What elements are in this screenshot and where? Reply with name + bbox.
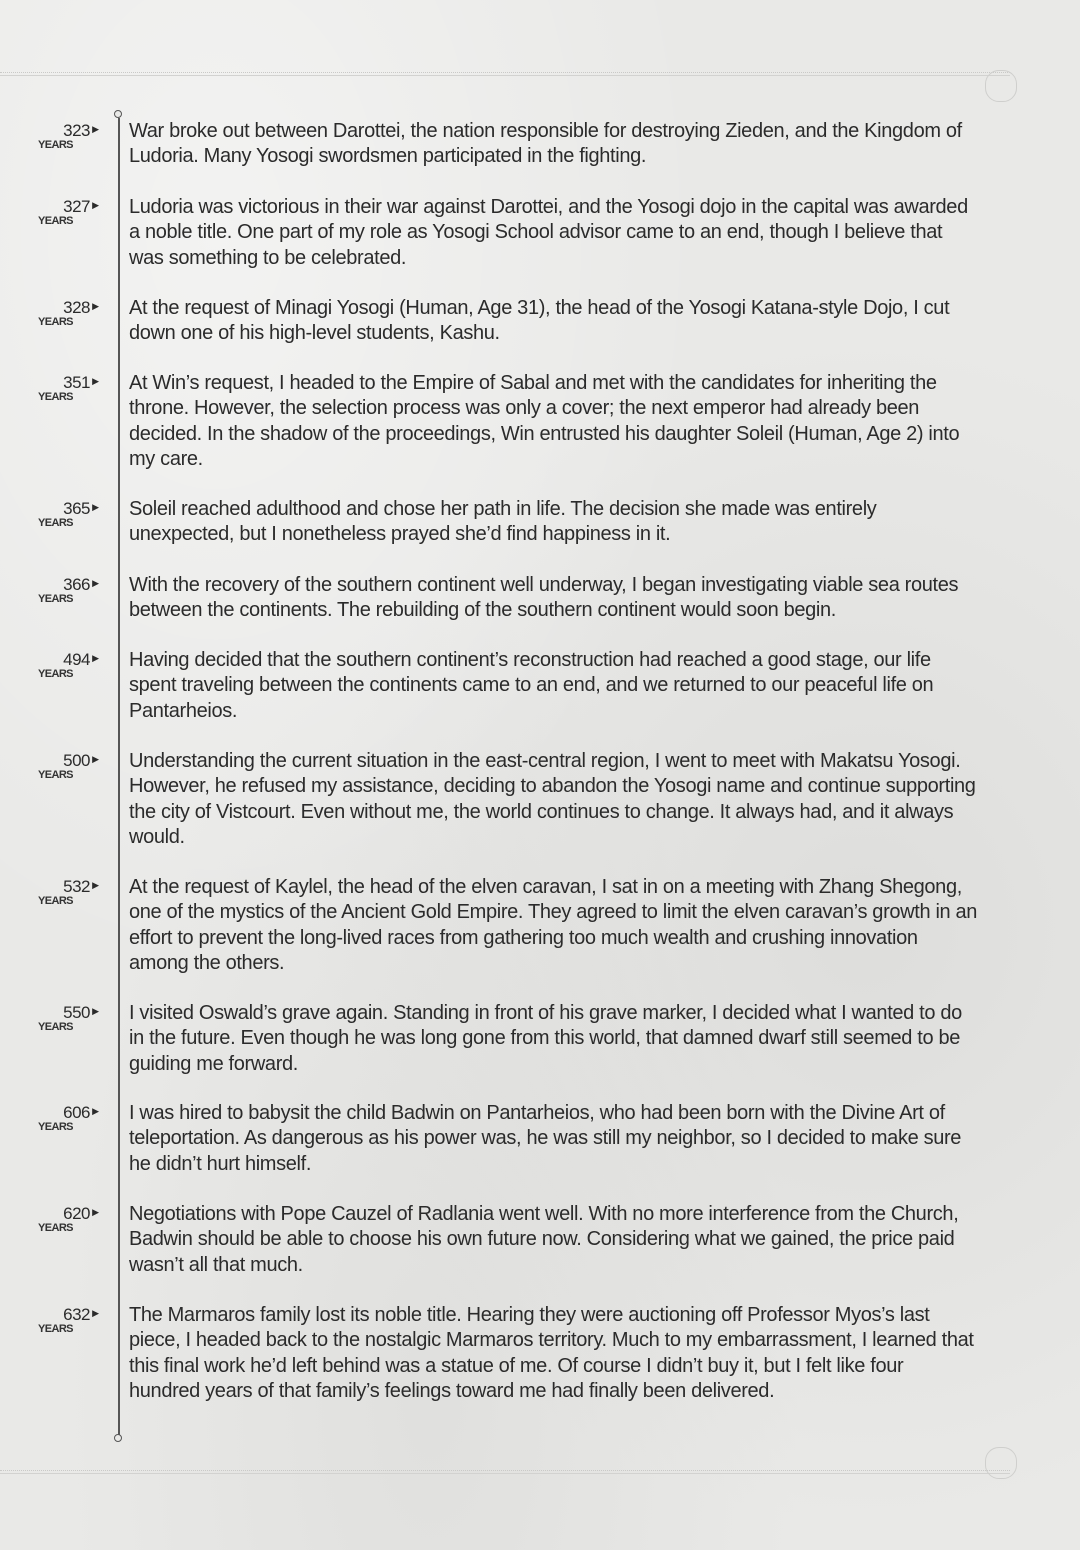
- year-number: 323: [63, 121, 90, 140]
- decorative-corner-top: [985, 70, 1017, 102]
- year-marker: [38, 298, 108, 338]
- arrow-right-icon: ▶: [92, 301, 99, 311]
- entry-text: The Marmaros family lost its noble title. Hearing they were auctioning off Professor Myos’s last piece, I headed back to the nostalgic Marmaros territory. Much to my embarrassment, I learned that this final work he’d left behind was a statue of me. Of course I didn’t buy it, but I felt like four hundred years of that family’s feelings toward me had finally been delivered.: [129, 1304, 974, 1402]
- arrow-right-icon: ▶: [92, 1207, 99, 1217]
- year-marker: [38, 1003, 108, 1043]
- entry-text: War broke out between Darottei, the nation responsible for destroying Zieden, and the Kingdom of Ludoria. Many Yosogi swordsmen participated in the fighting.: [129, 120, 962, 168]
- year-number: 632: [63, 1305, 90, 1324]
- timeline-end-node: [114, 1434, 122, 1442]
- entry-text: Soleil reached adulthood and chose her path in life. The decision she made was entirely unexpected, but I nonetheless prayed she’d find happiness in it.: [129, 498, 877, 546]
- year-number: 365: [63, 499, 90, 518]
- year-number: 606: [63, 1103, 90, 1122]
- year-unit-label: YEARS: [38, 215, 73, 227]
- year-marker: [38, 197, 108, 237]
- year-unit-label: YEARS: [38, 895, 73, 907]
- year-number: 500: [63, 751, 90, 770]
- year-marker: [38, 499, 108, 539]
- entry-text: Negotiations with Pope Cauzel of Radlania went well. With no more interference from the Church, Badwin should be able to choose his own future now. Considering what we gained, the price paid wasn’t all that much.: [129, 1203, 959, 1276]
- entry-text: Having decided that the southern continent’s reconstruction had reached a good stage, our life spent traveling between the continents came to an end, and we returned to our peaceful life on Pantarheios.: [129, 649, 934, 722]
- year-marker: [38, 1204, 108, 1244]
- year-number: 327: [63, 197, 90, 216]
- timeline-line: [118, 118, 120, 1438]
- year-unit-label: YEARS: [38, 668, 73, 680]
- year-number: 351: [63, 373, 90, 392]
- year-marker: [38, 373, 108, 413]
- arrow-right-icon: ▶: [92, 1106, 99, 1116]
- entry-text: Ludoria was victorious in their war against Darottei, and the Yosogi dojo in the capital was awarded a noble title. One part of my role as Yosogi School advisor came to an end, though I believe that was something to be celebrated.: [129, 196, 968, 269]
- year-number: 532: [63, 877, 90, 896]
- decorative-border-bottom: [0, 1470, 1010, 1474]
- entry-text: At Win’s request, I headed to the Empire of Sabal and met with the candidates for inheriting the throne. However, the selection process was only a cover; the next emperor had already been decided. In the shadow of the proceedings, Win entrusted his daughter Soleil (Human, Age 2) into my care.: [129, 372, 960, 470]
- year-number: 366: [63, 575, 90, 594]
- year-unit-label: YEARS: [38, 1021, 73, 1033]
- year-marker: [38, 650, 108, 690]
- arrow-right-icon: ▶: [92, 124, 99, 134]
- arrow-right-icon: ▶: [92, 502, 99, 512]
- arrow-right-icon: ▶: [92, 653, 99, 663]
- year-unit-label: YEARS: [38, 391, 73, 403]
- year-number: 550: [63, 1003, 90, 1022]
- year-number: 620: [63, 1204, 90, 1223]
- year-unit-label: YEARS: [38, 769, 73, 781]
- arrow-right-icon: ▶: [92, 880, 99, 890]
- year-number: 494: [63, 650, 90, 669]
- year-marker: [38, 575, 108, 615]
- year-marker: [38, 1103, 108, 1143]
- arrow-right-icon: ▶: [92, 578, 99, 588]
- year-unit-label: YEARS: [38, 1222, 73, 1234]
- year-unit-label: YEARS: [38, 517, 73, 529]
- arrow-right-icon: ▶: [92, 754, 99, 764]
- year-number: 328: [63, 298, 90, 317]
- entry-text: I was hired to babysit the child Badwin on Pantarheios, who had been born with the Divine Art of teleportation. As dangerous as his power was, he was still my neighbor, so I decided to make sure he didn’t hurt himself.: [129, 1102, 962, 1175]
- entry-text: With the recovery of the southern continent well underway, I began investigating viable sea routes between the continents. The rebuilding of the southern continent would soon begin.: [129, 574, 959, 622]
- year-marker: [38, 1305, 108, 1345]
- arrow-right-icon: ▶: [92, 1308, 99, 1318]
- year-marker: [38, 751, 108, 791]
- year-unit-label: YEARS: [38, 139, 73, 151]
- entry-text: Understanding the current situation in the east-central region, I went to meet with Makatsu Yosogi. However, he refused my assistance, deciding to abandon the Yosogi name and continue supporting the city of Vistcourt. Even without me, the world continues to change. It always had, and it always would.: [129, 750, 976, 848]
- year-marker: [38, 877, 108, 917]
- decorative-corner-bottom: [985, 1447, 1017, 1479]
- arrow-right-icon: ▶: [92, 1006, 99, 1016]
- arrow-right-icon: ▶: [92, 200, 99, 210]
- arrow-right-icon: ▶: [92, 376, 99, 386]
- entry-text: At the request of Minagi Yosogi (Human, Age 31), the head of the Yosogi Katana-style Dojo, I cut down one of his high-level students, Kashu.: [129, 297, 950, 345]
- year-unit-label: YEARS: [38, 316, 73, 328]
- year-unit-label: YEARS: [38, 1323, 73, 1335]
- timeline-start-node: [114, 110, 122, 118]
- year-unit-label: YEARS: [38, 1121, 73, 1133]
- entry-text: At the request of Kaylel, the head of the elven caravan, I sat in on a meeting with Zhang Shegong, one of the mystics of the Ancient Gold Empire. They agreed to limit the elven caravan’s growth in an effort to prevent the long-lived races from gathering too much wealth and crushing innovation among the others.: [129, 876, 978, 974]
- year-marker: [38, 121, 108, 161]
- decorative-border-top: [0, 72, 1010, 76]
- entry-text: I visited Oswald’s grave again. Standing in front of his grave marker, I decided what I wanted to do in the future. Even though he was long gone from this world, that damned dwarf still seemed to be guiding me forward.: [129, 1002, 962, 1075]
- year-unit-label: YEARS: [38, 593, 73, 605]
